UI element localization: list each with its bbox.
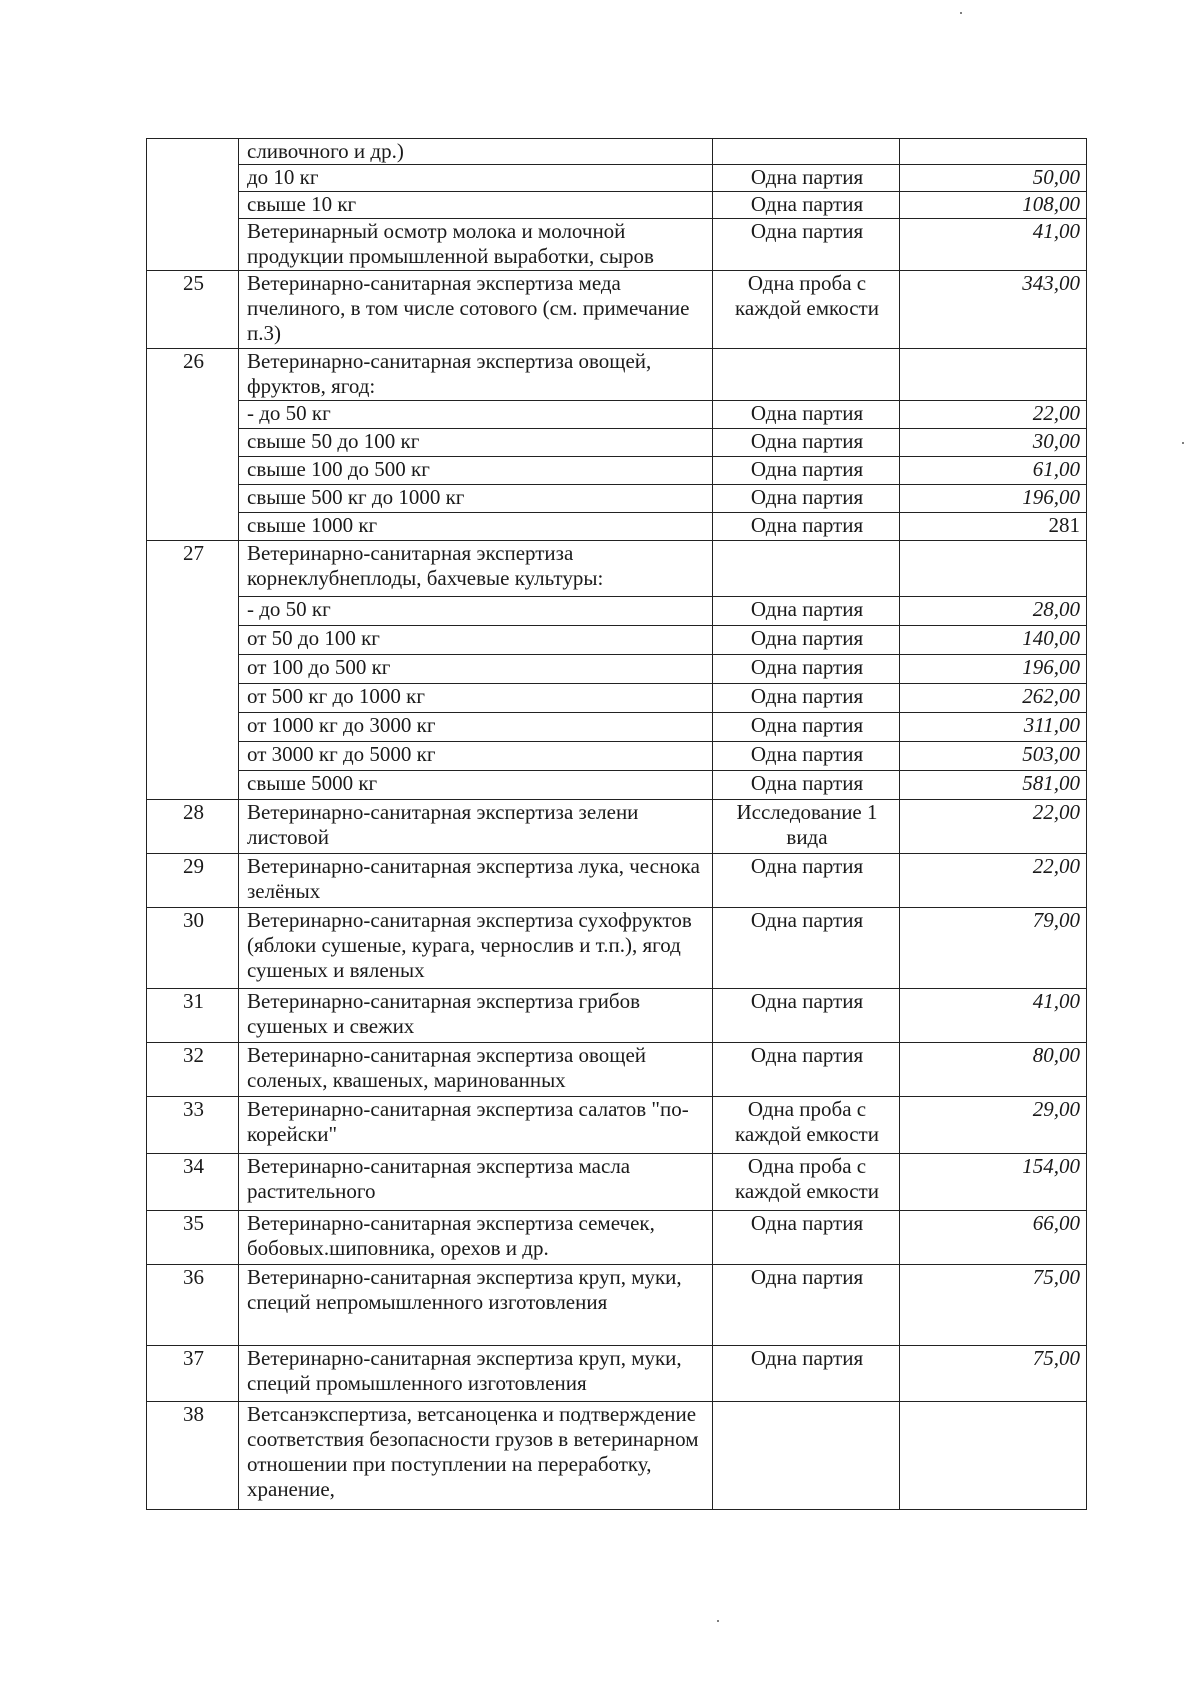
row-price	[900, 541, 1087, 597]
row-price: 581,00	[900, 771, 1087, 800]
row-description: Ветеринарно-санитарная экспертиза корнеклубнеплоды, бахчевые культуры:	[239, 541, 713, 597]
row-price	[900, 139, 1087, 165]
row-unit: Одна партия	[713, 165, 900, 192]
table-row	[147, 713, 1087, 742]
table-row	[147, 742, 1087, 771]
table-row	[147, 1211, 1087, 1265]
row-unit: Одна партия	[713, 713, 900, 742]
row-unit: Одна партия	[713, 742, 900, 771]
row-unit: Одна партия	[713, 429, 900, 457]
row-description: Ветеринарно-санитарная экспертиза круп, муки, специй непромышленного изготовления	[239, 1265, 713, 1346]
row-price: 154,00	[900, 1154, 1087, 1211]
row-unit: Одна партия	[713, 854, 900, 908]
row-description: от 50 до 100 кг	[239, 626, 713, 655]
row-unit: Одна проба с каждой емкости	[713, 271, 900, 349]
row-description: Ветеринарно-санитарная экспертиза меда пчелиного, в том числе сотового (см. примечание п.3)	[239, 271, 713, 349]
row-description: Ветеринарно-санитарная экспертиза зелени листовой	[239, 800, 713, 854]
row-unit: Одна партия	[713, 457, 900, 485]
row-price: 196,00	[900, 485, 1087, 513]
tariff-table	[146, 138, 1087, 1510]
row-unit: Одна партия	[713, 771, 900, 800]
row-description: Ветсанэкспертиза, ветсаноценка и подтверждение соответствия безопасности грузов в ветеринарном отношении при поступлении на переработку, хранение,	[239, 1402, 713, 1510]
row-unit	[713, 349, 900, 401]
row-description: свыше 500 кг до 1000 кг	[239, 485, 713, 513]
table-row	[147, 139, 1087, 165]
row-description: Ветеринарно-санитарная экспертиза сухофруктов (яблоки сушеные, курага, чернослив и т.п.), ягод сушеных и вяленых	[239, 908, 713, 989]
table-row	[147, 485, 1087, 513]
row-price: 41,00	[900, 989, 1087, 1043]
table-row	[147, 541, 1087, 597]
scan-speck	[1182, 442, 1184, 444]
row-description: Ветеринарно-санитарная экспертиза грибов сушеных и свежих	[239, 989, 713, 1043]
row-description: от 100 до 500 кг	[239, 655, 713, 684]
table-row	[147, 192, 1087, 219]
table-row	[147, 771, 1087, 800]
row-description: сливочного и др.)	[239, 139, 713, 165]
row-number: 34	[147, 1154, 239, 1211]
scan-speck	[717, 1620, 719, 1622]
row-number: 27	[147, 541, 239, 800]
table-row	[147, 513, 1087, 541]
row-price: 196,00	[900, 655, 1087, 684]
row-price: 343,00	[900, 271, 1087, 349]
row-description: свыше 10 кг	[239, 192, 713, 219]
row-description: до 10 кг	[239, 165, 713, 192]
row-number: 38	[147, 1402, 239, 1510]
table-row	[147, 401, 1087, 429]
row-price: 22,00	[900, 401, 1087, 429]
row-number: 32	[147, 1043, 239, 1097]
row-price: 262,00	[900, 684, 1087, 713]
scan-speck	[960, 12, 962, 14]
row-description: Ветеринарный осмотр молока и молочной продукции промышленной выработки, сыров	[239, 219, 713, 271]
row-unit: Одна партия	[713, 1346, 900, 1402]
row-price: 80,00	[900, 1043, 1087, 1097]
table-row	[147, 1154, 1087, 1211]
row-price: 22,00	[900, 854, 1087, 908]
table-row	[147, 429, 1087, 457]
row-unit: Одна партия	[713, 219, 900, 271]
row-unit: Одна партия	[713, 626, 900, 655]
table-row	[147, 597, 1087, 626]
row-unit: Одна партия	[713, 1211, 900, 1265]
table-row	[147, 457, 1087, 485]
row-unit: Одна партия	[713, 1043, 900, 1097]
row-unit: Одна партия	[713, 655, 900, 684]
row-description: Ветеринарно-санитарная экспертиза круп, муки, специй промышленного изготовления	[239, 1346, 713, 1402]
row-price: 75,00	[900, 1265, 1087, 1346]
row-description: Ветеринарно-санитарная экспертиза овощей соленых, квашеных, маринованных	[239, 1043, 713, 1097]
row-unit: Одна партия	[713, 1265, 900, 1346]
row-description: Ветеринарно-санитарная экспертиза масла растительного	[239, 1154, 713, 1211]
row-price: 28,00	[900, 597, 1087, 626]
row-description: от 1000 кг до 3000 кг	[239, 713, 713, 742]
row-number: 36	[147, 1265, 239, 1346]
row-number: 37	[147, 1346, 239, 1402]
row-unit: Одна партия	[713, 684, 900, 713]
row-description: Ветеринарно-санитарная экспертиза семечек, бобовых.шиповника, орехов и др.	[239, 1211, 713, 1265]
row-price: 22,00	[900, 800, 1087, 854]
row-price: 61,00	[900, 457, 1087, 485]
row-description: свыше 100 до 500 кг	[239, 457, 713, 485]
row-description: от 500 кг до 1000 кг	[239, 684, 713, 713]
table-row	[147, 1265, 1087, 1346]
row-price: 50,00	[900, 165, 1087, 192]
row-number: 30	[147, 908, 239, 989]
row-price	[900, 1402, 1087, 1510]
row-price: 29,00	[900, 1097, 1087, 1154]
table-row	[147, 1402, 1087, 1510]
row-number: 33	[147, 1097, 239, 1154]
row-unit: Исследование 1 вида	[713, 800, 900, 854]
row-description: свыше 50 до 100 кг	[239, 429, 713, 457]
table-row	[147, 800, 1087, 854]
row-description: Ветеринарно-санитарная экспертиза салатов "по-корейски"	[239, 1097, 713, 1154]
row-number: 35	[147, 1211, 239, 1265]
table-row	[147, 1043, 1087, 1097]
table-row	[147, 1346, 1087, 1402]
table-row	[147, 655, 1087, 684]
row-number: 25	[147, 271, 239, 349]
row-price: 79,00	[900, 908, 1087, 989]
row-price: 311,00	[900, 713, 1087, 742]
row-description: свыше 1000 кг	[239, 513, 713, 541]
row-unit	[713, 139, 900, 165]
row-number: 31	[147, 989, 239, 1043]
table-row	[147, 349, 1087, 401]
row-unit	[713, 1402, 900, 1510]
row-number: 26	[147, 349, 239, 541]
row-number: 28	[147, 800, 239, 854]
row-description: Ветеринарно-санитарная экспертиза лука, чеснока зелёных	[239, 854, 713, 908]
row-unit	[713, 541, 900, 597]
row-unit: Одна проба с каждой емкости	[713, 1154, 900, 1211]
row-price	[900, 349, 1087, 401]
table-row	[147, 626, 1087, 655]
table-row	[147, 684, 1087, 713]
row-price: 75,00	[900, 1346, 1087, 1402]
table-row	[147, 1097, 1087, 1154]
row-unit: Одна партия	[713, 989, 900, 1043]
row-price: 30,00	[900, 429, 1087, 457]
row-description: - до 50 кг	[239, 401, 713, 429]
table-row	[147, 854, 1087, 908]
row-unit: Одна партия	[713, 513, 900, 541]
row-description: от 3000 кг до 5000 кг	[239, 742, 713, 771]
row-unit: Одна проба с каждой емкости	[713, 1097, 900, 1154]
row-number	[147, 139, 239, 271]
table-row	[147, 219, 1087, 271]
table-row	[147, 271, 1087, 349]
row-price: 41,00	[900, 219, 1087, 271]
row-price: 66,00	[900, 1211, 1087, 1265]
row-number: 29	[147, 854, 239, 908]
table-row	[147, 908, 1087, 989]
row-unit: Одна партия	[713, 908, 900, 989]
table-row	[147, 165, 1087, 192]
row-unit: Одна партия	[713, 485, 900, 513]
row-unit: Одна партия	[713, 597, 900, 626]
row-price: 281	[900, 513, 1087, 541]
row-price: 108,00	[900, 192, 1087, 219]
row-description: свыше 5000 кг	[239, 771, 713, 800]
row-price: 503,00	[900, 742, 1087, 771]
row-description: Ветеринарно-санитарная экспертиза овощей, фруктов, ягод:	[239, 349, 713, 401]
row-price: 140,00	[900, 626, 1087, 655]
row-unit: Одна партия	[713, 192, 900, 219]
row-unit: Одна партия	[713, 401, 900, 429]
table-row	[147, 989, 1087, 1043]
row-description: - до 50 кг	[239, 597, 713, 626]
